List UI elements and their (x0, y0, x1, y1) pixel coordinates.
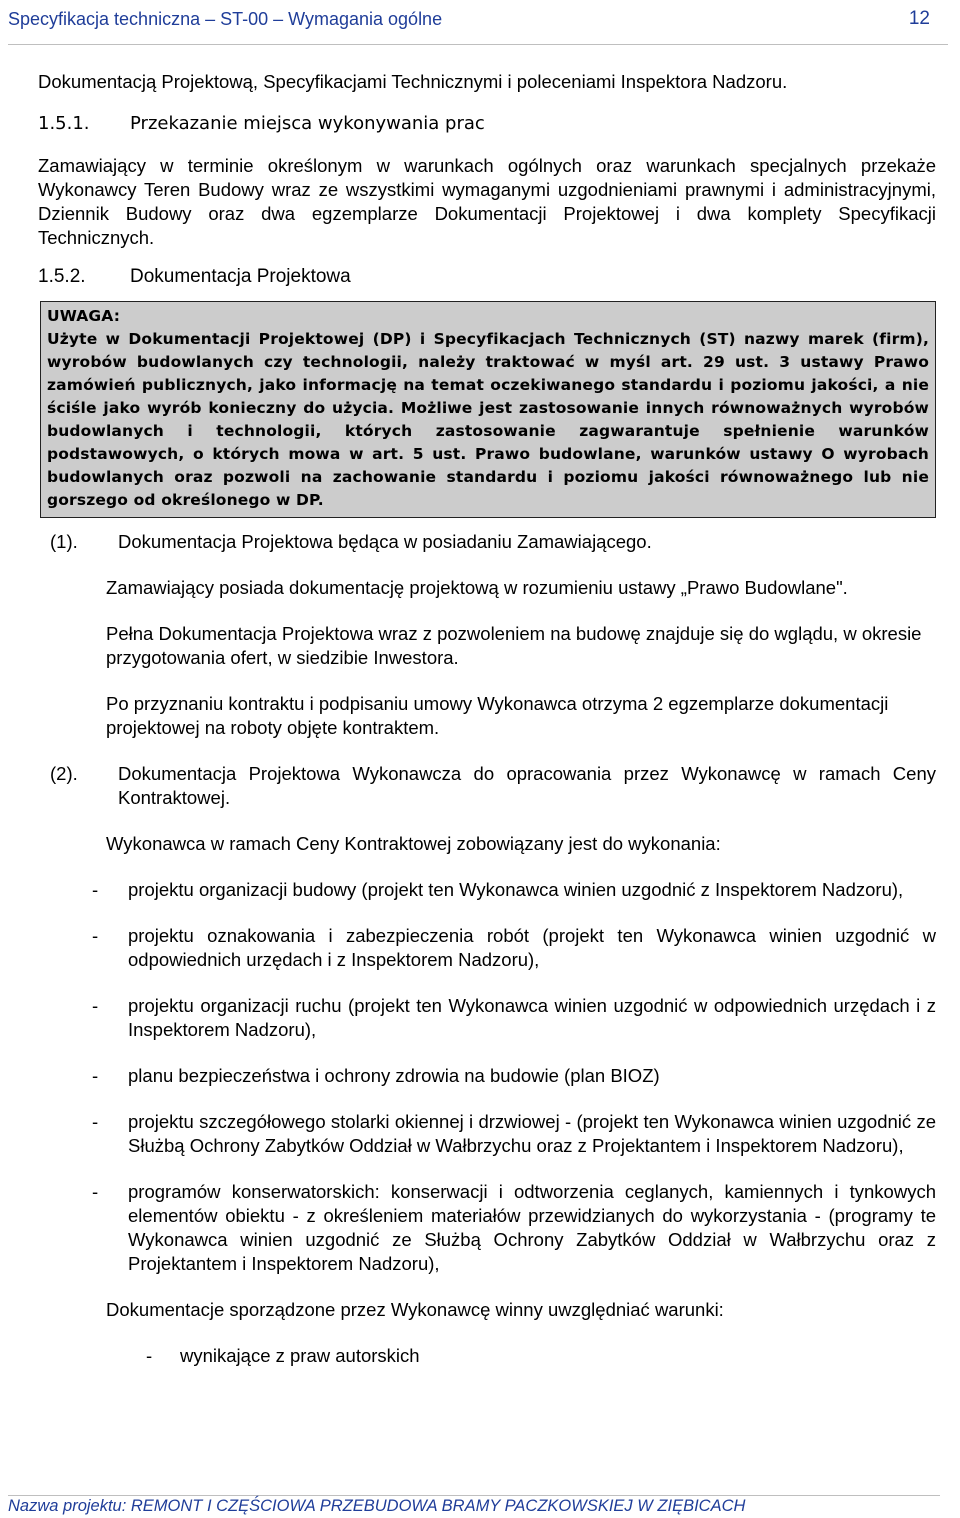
list-item-text: wynikające z praw autorskich (180, 1345, 420, 1366)
list-item (38, 994, 936, 1042)
page-header (8, 2, 940, 36)
page-content (38, 70, 936, 1368)
section-title: Dokumentacja Projektowa (130, 266, 351, 287)
warning-text: Użyte w Dokumentacji Projektowej (DP) i Specyfikacjach Technicznych (ST) nazwy marek (firm), wyrobów budowlanych czy technologii, należy traktować w myśl art. 29 ust. 3 ustawy Prawo zamówień publicznych, jako informację na temat oczekiwanego standardu i poziomu jakości, a nie ściśle jako wyrób konieczny do użycia. Możliwe jest zastosowanie innych równoważnych wyrobów budowlanych i technologii, których zastosowanie zagwarantuje spełnienie warunków podstawowych, o których mowa w art. 5 ust. Prawo budowlane, warunków ustawy O wyrobach budowlanych oraz pozwoli na zachowanie standardu i poziomu jakości równoważnego lub nie gorszego od określonego w DP. (47, 330, 929, 509)
list-item-text: planu bezpieczeństwa i ochrony zdrowia na budowie (plan BIOZ) (128, 1065, 660, 1086)
section-heading-151 (38, 112, 936, 136)
section-151-text: Zamawiający w terminie określonym w warunkach ogólnych oraz warunkach specjalnych przekaże Wykonawcy Teren Budowy wraz ze wszystkimi wymaganymi uzgodnieniami prawnymi i administracyjnymi, Dziennik Budowy oraz dwa egzemplarze Dokumentacji Projektowej i dwa komplety Specyfikacji Technicznych. (38, 155, 936, 248)
intro-text: Dokumentacją Projektową, Specyfikacjami Technicznymi i poleceniami Inspektora Nadzoru. (38, 71, 788, 92)
section-title: Przekazanie miejsca wykonywania prac (130, 113, 485, 134)
list-dash: - (92, 925, 99, 946)
list-dash: - (92, 879, 99, 900)
list-item (38, 1110, 936, 1158)
item-label: (1). (50, 531, 78, 552)
warning-box (40, 301, 936, 518)
list-dash: - (92, 1181, 99, 1202)
section-heading-152 (38, 265, 936, 289)
document-title: Specyfikacja techniczna – ST-00 – Wymagania ogólne (8, 8, 443, 29)
section-number: 1.5.1. (38, 113, 90, 134)
list-item (38, 1064, 936, 1088)
item-2-closing: Dokumentacje sporządzone przez Wykonawcę winny uwzględniać warunki: (106, 1299, 724, 1320)
page-number: 12 (908, 8, 930, 29)
item-label: (2). (50, 763, 78, 784)
item-1-paragraph: Pełna Dokumentacja Projektowa wraz z pozwoleniem na budowę znajduje się do wglądu, w okresie przygotowania ofert, w siedzibie Inwestora. (106, 623, 922, 668)
list-item-text: projektu organizacji budowy (projekt ten Wykonawca winien uzgodnić z Inspektorem Nadzoru), (128, 879, 904, 900)
list-dash: - (92, 1065, 99, 1086)
section-number: 1.5.2. (38, 266, 86, 287)
item-title: Dokumentacja Projektowa będąca w posiadaniu Zamawiającego. (118, 531, 652, 552)
item-1-heading (38, 530, 936, 554)
item-1-paragraph: Po przyznaniu kontraktu i podpisaniu umowy Wykonawca otrzyma 2 egzemplarze dokumentacji projektowej na roboty objęte kontraktem. (106, 693, 889, 738)
list-item (38, 1180, 936, 1276)
list-item (38, 878, 936, 902)
warning-heading: UWAGA: (47, 307, 121, 325)
list-dash: - (92, 995, 99, 1016)
item-2-heading (38, 762, 936, 810)
page-footer: Nazwa projektu: REMONT I CZĘŚCIOWA PRZEBUDOWA BRAMY PACZKOWSKIEJ W ZIĘBICACH (8, 1497, 746, 1515)
list-dash: - (92, 1111, 99, 1132)
list-item-text: projektu oznakowania i zabezpieczenia robót (projekt ten Wykonawca winien uzgodnić w odpowiednich urzędach i z Inspektorem Nadzoru), (128, 925, 936, 970)
list-item (38, 924, 936, 972)
header-divider (8, 44, 948, 45)
list-item-text: programów konserwatorskich: konserwacji i odtworzenia ceglanych, kamiennych i tynkowych elementów obiektu - z określeniem materiałów przewidzianych do wykorzystania - (programy te Wykonawca winien uzgodnić ze Służbą Ochrony Zabytków Oddział w Wałbrzychu oraz z Projektantem i Inspektorem Nadzoru), (128, 1181, 936, 1274)
item-1-paragraph: Zamawiający posiada dokumentację projektową w rozumieniu ustawy „Prawo Budowlane". (106, 577, 848, 598)
item-2-lead: Wykonawca w ramach Ceny Kontraktowej zobowiązany jest do wykonania: (106, 833, 721, 854)
list-item-text: projektu szczegółowego stolarki okiennej i drzwiowej - (projekt ten Wykonawca winien uzgodnić ze Służbą Ochrony Zabytków Oddział w Wałbrzychu oraz z Projektantem i Inspektorem Nadzoru), (128, 1111, 936, 1156)
list-dash: - (146, 1345, 153, 1366)
item-title: Dokumentacja Projektowa Wykonawcza do opracowania przez Wykonawcę w ramach Ceny Kontraktowej. (118, 763, 936, 808)
list-item (146, 1344, 936, 1368)
list-item-text: projektu organizacji ruchu (projekt ten Wykonawca winien uzgodnić w odpowiednich urzędach i z Inspektorem Nadzoru), (128, 995, 936, 1040)
